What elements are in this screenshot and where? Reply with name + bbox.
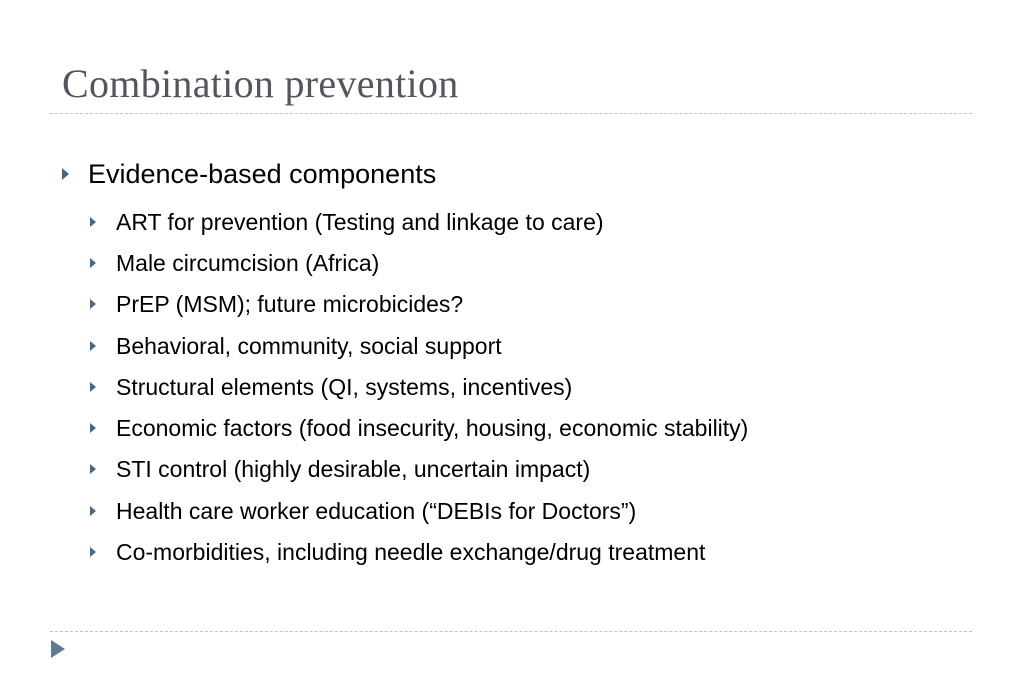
triangle-bullet-icon	[90, 547, 96, 557]
sub-bullet-item	[90, 284, 748, 325]
bullet-evidence-based-components	[62, 157, 436, 191]
bullet-text: Evidence-based components	[88, 159, 437, 189]
title-divider	[50, 113, 972, 114]
triangle-bullet-icon	[90, 506, 96, 516]
sub-bullet-item	[90, 325, 748, 366]
sub-bullet-text: Structural elements (QI, systems, incentives)	[116, 373, 573, 400]
triangle-bullet-icon	[90, 464, 96, 474]
slide-title: Combination prevention	[62, 61, 459, 106]
sub-bullet-item	[90, 490, 748, 531]
triangle-bullet-icon	[90, 217, 96, 227]
next-slide-arrow-icon[interactable]	[51, 640, 65, 658]
sub-bullet-text: Economic factors (food insecurity, housing, economic stability)	[116, 415, 749, 442]
sub-bullet-item	[90, 531, 748, 572]
sub-bullet-item	[90, 366, 748, 407]
triangle-bullet-icon	[90, 299, 96, 309]
sub-bullet-item	[90, 449, 748, 490]
triangle-bullet-icon	[90, 258, 96, 268]
sub-bullet-text: Co-morbidities, including needle exchange/drug treatment	[116, 539, 706, 566]
sub-bullet-text: Behavioral, community, social support	[116, 332, 502, 359]
triangle-bullet-icon	[62, 168, 69, 180]
triangle-bullet-icon	[90, 382, 96, 392]
footer-divider	[50, 631, 972, 632]
sub-bullet-item	[90, 407, 748, 448]
triangle-bullet-icon	[90, 341, 96, 351]
sub-bullet-item	[90, 201, 748, 242]
sub-bullet-text: Male circumcision (Africa)	[116, 249, 380, 276]
sub-bullet-text: STI control (highly desirable, uncertain impact)	[116, 456, 591, 483]
sub-bullet-item	[90, 242, 748, 283]
sub-bullet-text: PrEP (MSM); future microbicides?	[116, 291, 464, 318]
sub-bullet-text: Health care worker education (“DEBIs for Doctors”)	[116, 497, 637, 524]
sub-bullet-text: ART for prevention (Testing and linkage to care)	[116, 208, 604, 235]
triangle-bullet-icon	[90, 423, 96, 433]
sub-bullet-list	[90, 201, 748, 573]
